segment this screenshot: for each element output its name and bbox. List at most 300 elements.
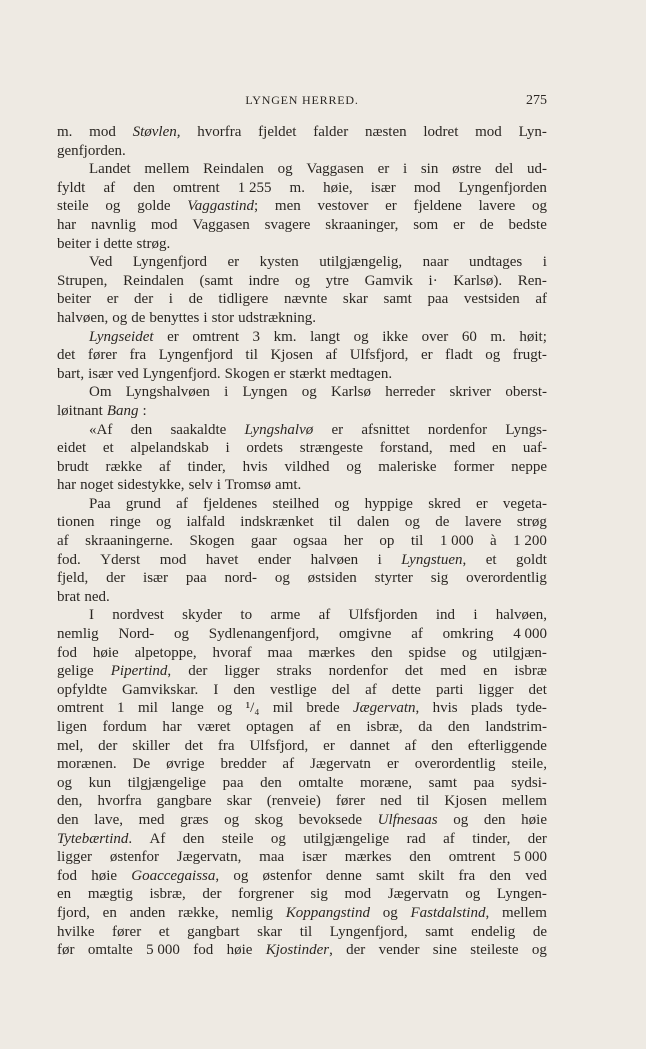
word: tidligere — [218, 291, 269, 308]
word: der — [202, 886, 222, 903]
word: overordentlig — [414, 756, 496, 773]
word: af — [325, 347, 338, 364]
text-line — [57, 532, 547, 551]
word: har — [57, 216, 77, 233]
text-line — [57, 606, 547, 625]
word: nordvest — [112, 607, 164, 624]
word: en — [57, 886, 72, 903]
word: men — [274, 198, 301, 215]
word: udstrækning. — [238, 309, 317, 326]
word: nord- — [224, 570, 257, 587]
word: og — [353, 328, 369, 345]
word: Støvlen, — [132, 124, 181, 140]
word: der — [346, 942, 366, 959]
word: især — [88, 365, 114, 382]
word: Sydlenangenfjord, — [208, 626, 320, 643]
word: parti — [435, 681, 464, 698]
word: mod — [89, 124, 116, 140]
word: 1 000 — [439, 533, 474, 550]
word: sig — [430, 570, 449, 587]
word: Jægervatn — [387, 886, 449, 903]
text-line — [57, 588, 547, 607]
word: hvis — [432, 700, 458, 717]
word: 1 200 — [513, 533, 547, 550]
word: steilhed — [272, 495, 320, 512]
word: Skogen — [189, 533, 235, 550]
word: Goaccegaissa, — [131, 867, 220, 884]
text-line — [57, 290, 547, 309]
word: den — [133, 179, 155, 196]
word: forstand, — [379, 440, 433, 457]
word: ligger — [224, 663, 260, 680]
word: er — [475, 495, 488, 512]
word: fjeld, — [57, 570, 89, 587]
word: vildhed — [284, 458, 330, 475]
word: lavere — [478, 198, 516, 215]
word: paa — [473, 774, 495, 791]
text-line — [57, 476, 547, 495]
word: Reindalen — [203, 161, 264, 178]
word: anden — [129, 904, 166, 921]
word: km. — [273, 328, 297, 345]
word: samt — [425, 923, 454, 940]
word: Strupen, — [57, 272, 108, 289]
word: til — [245, 347, 258, 364]
text-line — [57, 681, 547, 700]
word: tyde- — [516, 700, 547, 717]
word: halvøen, — [57, 309, 109, 326]
word: hvorfra — [97, 793, 142, 810]
text-line — [57, 458, 547, 477]
word: og — [156, 514, 172, 531]
word: nordenfor — [427, 421, 488, 438]
text-line — [57, 811, 547, 830]
word: Af — [149, 830, 166, 847]
word: fod — [57, 867, 77, 884]
word: over — [421, 328, 449, 345]
word: omtrent — [448, 849, 496, 866]
word: (samt — [199, 272, 233, 289]
word: mellem — [144, 161, 190, 178]
word: og — [277, 161, 293, 178]
word: høie, — [323, 179, 353, 196]
word: m. — [57, 124, 73, 140]
word: mod — [150, 216, 178, 233]
word: mægtig — [87, 886, 133, 903]
word: spidse — [408, 644, 446, 661]
word: langt — [310, 328, 341, 345]
word: samt — [375, 867, 405, 884]
word: der — [98, 737, 118, 754]
word: en — [483, 663, 498, 680]
word: af — [159, 458, 171, 475]
word: omkring — [442, 626, 494, 643]
word: rad — [406, 830, 426, 847]
word: Skogen — [224, 365, 270, 382]
word: mærkes — [308, 644, 356, 661]
word: Pipertind, — [110, 663, 172, 680]
text-line — [57, 513, 547, 532]
word: er — [453, 216, 465, 233]
word: sin — [420, 161, 439, 178]
text-line — [57, 328, 547, 347]
word: 60 — [461, 328, 477, 345]
word: 3 — [252, 328, 261, 345]
word: morænen. — [57, 756, 117, 773]
word: og — [404, 514, 420, 531]
word: Lyngenfjord — [158, 347, 233, 364]
word: i — [542, 254, 547, 271]
word: nævnte — [283, 291, 328, 308]
word: østre — [452, 161, 482, 178]
word: omgivne — [338, 626, 392, 643]
word: de — [532, 923, 547, 940]
text-line — [57, 699, 547, 718]
word: en — [491, 440, 507, 457]
text-line — [57, 718, 547, 737]
word: af — [176, 495, 188, 512]
word: ligger — [478, 681, 514, 698]
word: fjeldene — [413, 198, 462, 215]
word: der — [134, 291, 154, 308]
word: har — [57, 477, 77, 494]
word: Vaggasen — [306, 161, 364, 178]
word: former — [453, 458, 495, 475]
word: nordenfor — [328, 663, 388, 680]
word: østenfor — [262, 867, 312, 884]
word: steile — [221, 830, 254, 847]
word: golde — [137, 198, 171, 215]
word: fjord, — [57, 904, 90, 921]
word: høie — [91, 867, 118, 884]
word: og — [224, 811, 240, 828]
word: er — [385, 198, 397, 215]
word: del — [331, 681, 351, 698]
word: været — [197, 719, 231, 735]
word: vestsiden — [463, 291, 520, 308]
word: østsiden — [307, 570, 357, 587]
word: isbræ, — [366, 719, 403, 735]
word: hvoraf — [212, 644, 252, 661]
word: saakaldte — [170, 421, 227, 438]
word: og — [532, 198, 547, 215]
word: efterliggende — [467, 737, 547, 754]
word: række, — [178, 904, 219, 921]
word: de — [188, 291, 203, 308]
text-line — [57, 941, 547, 960]
word: den — [489, 867, 512, 884]
word: fører — [335, 793, 366, 810]
word: ordets — [246, 440, 284, 457]
word: «Af — [89, 421, 113, 438]
word: i — [377, 551, 382, 568]
word: især — [143, 570, 169, 587]
word: Lyngseidet — [89, 328, 154, 345]
word: ikke — [382, 328, 409, 345]
word: mil — [137, 700, 158, 717]
word: og — [301, 384, 317, 401]
word: Tytebærtind. — [57, 830, 133, 847]
word: Fastdalstind, — [410, 904, 490, 921]
word: fod — [57, 644, 77, 661]
word: Ulfsfjord, — [349, 347, 409, 364]
word: beiter — [57, 291, 92, 308]
word: hyppige — [364, 495, 413, 512]
word: især — [370, 179, 396, 196]
word: 1 255 — [237, 179, 272, 196]
word: utilgjæn- — [492, 644, 547, 661]
word: som — [413, 216, 439, 233]
word: et — [158, 923, 170, 940]
word: lavere — [464, 514, 502, 531]
word: gangbare — [156, 793, 212, 810]
word: skred — [428, 495, 461, 512]
word: mellem — [501, 793, 547, 810]
word: undtages — [468, 254, 523, 271]
word: denne — [325, 867, 362, 884]
text-line — [57, 179, 547, 198]
text-line — [57, 253, 547, 272]
word: Lyngs- — [505, 421, 547, 438]
word: er — [273, 365, 286, 382]
word: skriver — [449, 384, 492, 401]
word: det — [184, 737, 203, 754]
word: mil — [272, 700, 293, 717]
word: af — [411, 626, 423, 643]
word: paa — [222, 774, 244, 791]
word: Ulfsfjord, — [249, 737, 309, 754]
word: Kjosen — [270, 347, 313, 364]
word: omtrent — [57, 700, 104, 717]
word: sidestykke, — [117, 477, 185, 494]
word: den — [409, 849, 431, 866]
word: vegeta- — [502, 495, 547, 512]
word: fra — [217, 737, 235, 754]
word: nemlig — [57, 626, 99, 643]
word: af — [404, 737, 417, 754]
word: er — [106, 291, 119, 308]
word: samt — [428, 774, 458, 791]
word: skilt — [418, 867, 445, 884]
word: oberst- — [505, 384, 547, 401]
word: den — [431, 737, 453, 754]
word: bart, — [57, 365, 85, 382]
word: mod — [413, 179, 441, 196]
word: ialfald — [186, 514, 225, 531]
word: ligger — [57, 849, 92, 866]
word: og — [382, 904, 398, 921]
word: strøg. — [136, 235, 171, 252]
word: af — [282, 756, 295, 773]
word: skar — [226, 793, 252, 810]
word: ved — [525, 867, 547, 884]
word: og — [461, 644, 477, 661]
word: Lyngenfjord — [132, 254, 207, 271]
word: er — [331, 421, 344, 438]
word: afsnittet — [361, 421, 410, 438]
word: tilgjængelige — [127, 774, 207, 791]
word: med — [440, 663, 467, 680]
word: navnlig — [90, 216, 136, 233]
word: før — [57, 942, 75, 959]
word: hvis — [242, 458, 268, 475]
word: skar — [257, 923, 283, 940]
word: halvøen, — [495, 607, 547, 624]
word: alpelandskab — [130, 440, 209, 457]
word: omtrent — [192, 328, 239, 345]
word: neppe — [511, 458, 547, 475]
word: og — [217, 700, 233, 717]
word: og — [465, 886, 481, 903]
word: de — [435, 514, 450, 531]
word: høie — [226, 942, 253, 959]
word: Yderst — [100, 551, 141, 568]
word: ind — [435, 607, 456, 624]
word: mærkes — [344, 849, 392, 866]
word: m. — [289, 179, 305, 196]
word: lange — [171, 700, 204, 717]
word: og — [57, 774, 72, 791]
word: med — [138, 811, 165, 828]
word: svagere — [264, 216, 311, 233]
text-line — [57, 142, 547, 161]
word: selv — [188, 477, 213, 494]
word: af — [309, 719, 321, 735]
word: i — [168, 291, 173, 308]
text-line — [57, 848, 547, 867]
text-line — [57, 923, 547, 942]
word: i — [402, 161, 408, 178]
word: Reindalen — [123, 272, 184, 289]
word: mod — [344, 886, 372, 903]
word: og — [294, 272, 310, 289]
text-line — [57, 737, 547, 756]
word: og — [105, 198, 121, 215]
running-title: LYNGEN HERRED. — [245, 93, 359, 107]
word: den — [130, 421, 153, 438]
word: Vaggastind; — [187, 198, 259, 215]
word: ender — [257, 551, 292, 568]
word: samt — [383, 291, 412, 308]
word: bedste — [508, 216, 547, 233]
word: paa — [427, 291, 449, 308]
word: skar — [342, 291, 368, 308]
word: gaar — [250, 533, 277, 550]
word: dannet — [349, 737, 390, 754]
body-text — [57, 123, 547, 960]
word: vender — [378, 942, 420, 959]
word: i — [95, 235, 100, 252]
word: et — [485, 551, 497, 568]
word: havet — [205, 551, 239, 568]
word: lodret — [423, 124, 459, 140]
word: Lyn- — [518, 124, 547, 140]
word: ytre — [325, 272, 349, 289]
word: mod — [159, 551, 187, 568]
word: har — [162, 719, 182, 735]
word: ved — [117, 365, 139, 382]
word: den — [483, 811, 506, 828]
word: vestlige — [270, 681, 317, 698]
word: den — [57, 811, 79, 828]
word: isbræ, — [149, 886, 186, 903]
word: noget — [80, 477, 114, 494]
word: lave, — [94, 811, 124, 828]
word: steileste — [470, 942, 519, 959]
word: skraaningerne. — [85, 533, 173, 550]
word: fører — [112, 923, 142, 940]
word: nemlig — [231, 904, 274, 921]
text-line — [57, 569, 547, 588]
word: og — [274, 570, 290, 587]
word: det — [404, 663, 424, 680]
word: omtrent — [172, 179, 220, 196]
word: Ren- — [517, 272, 547, 289]
word: omtalte — [87, 942, 133, 959]
text-line — [57, 123, 547, 142]
word: Jægervatn, — [176, 849, 242, 866]
word: et — [102, 440, 114, 457]
word: den — [448, 719, 470, 735]
word: af — [365, 681, 377, 698]
word: Lyngenfjord. — [142, 365, 221, 382]
word: 5 000 — [146, 942, 180, 959]
word: indskrænket — [240, 514, 314, 531]
word: i — [216, 477, 221, 494]
word: og — [270, 830, 286, 847]
word: er — [167, 328, 179, 345]
word: den — [233, 681, 256, 698]
word: og — [485, 347, 501, 364]
word: af — [443, 830, 455, 847]
word: stor — [211, 309, 235, 326]
word: ¹/₄ — [245, 700, 260, 717]
word: af — [103, 179, 116, 196]
word: Ulfsfjorden — [348, 607, 418, 624]
word: medtagen. — [330, 365, 393, 382]
word: benyttes — [149, 309, 200, 326]
text-line — [57, 495, 547, 514]
word: Lyngshalvø — [244, 421, 314, 438]
word: gelige — [57, 663, 94, 680]
text-line — [57, 625, 547, 644]
word: høie — [521, 811, 547, 828]
word: arme — [270, 607, 301, 624]
word: brudt — [57, 458, 89, 475]
word: falder — [313, 124, 349, 140]
word: herreder — [385, 384, 436, 401]
word: naar — [422, 254, 449, 271]
word: maa — [259, 849, 285, 866]
word: og — [346, 458, 362, 475]
word: her — [343, 533, 363, 550]
word: kun — [88, 774, 112, 791]
word: fra — [458, 867, 476, 884]
word: høit; — [519, 328, 547, 345]
word: skraaninger, — [325, 216, 399, 233]
word: det — [528, 681, 547, 698]
word: sig — [310, 886, 328, 903]
word: plads — [471, 700, 503, 717]
word: steile, — [511, 756, 547, 773]
text-line — [57, 867, 547, 886]
word: til — [410, 533, 424, 550]
word: amt. — [275, 477, 302, 494]
word: De — [132, 756, 151, 773]
word: den — [370, 644, 393, 661]
word: ringe — [109, 514, 141, 531]
word: strængeste — [299, 440, 364, 457]
